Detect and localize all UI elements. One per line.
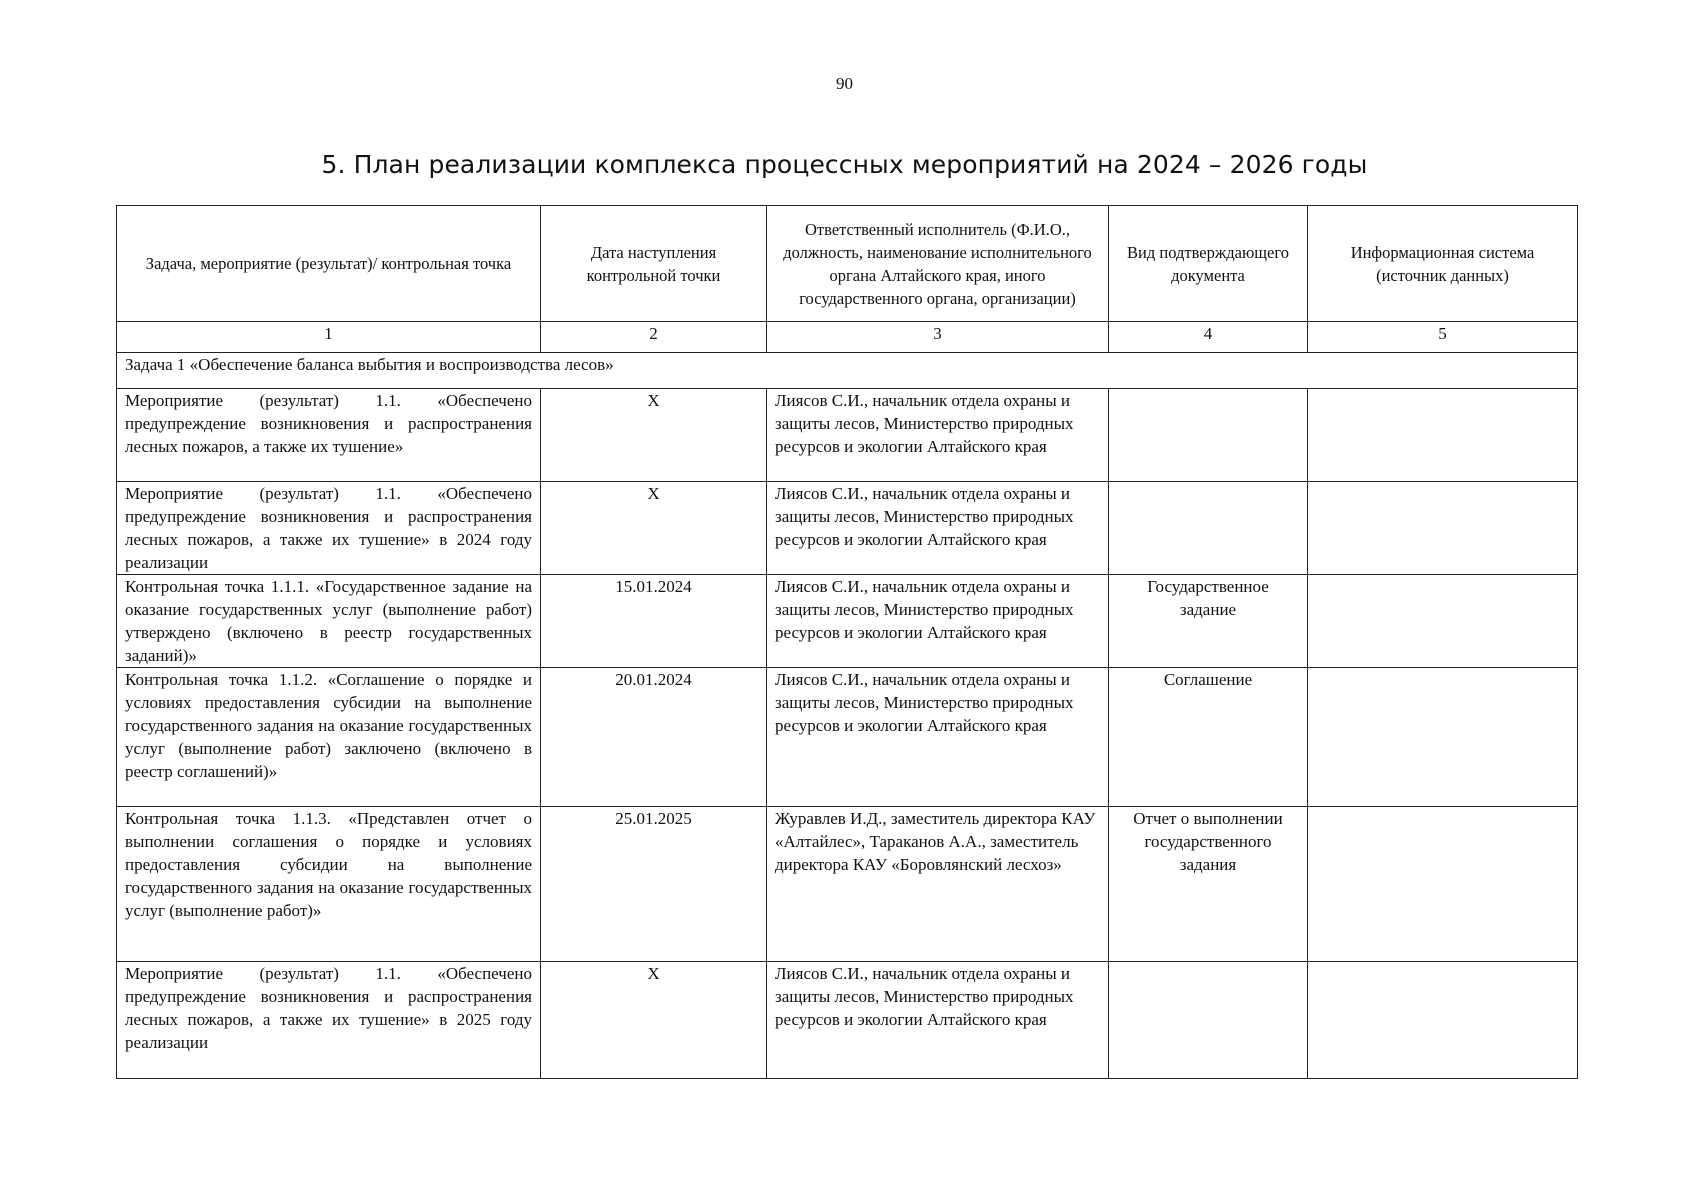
row-document: Соглашение (1109, 668, 1308, 807)
row-date: X (541, 962, 767, 1079)
table-header-row (117, 206, 1578, 322)
table-row (117, 575, 1578, 668)
row-system (1308, 389, 1578, 482)
table-row (117, 389, 1578, 482)
row-system (1308, 482, 1578, 575)
row-date: 15.01.2024 (541, 575, 767, 668)
row-responsible: Лиясов С.И., начальник отдела охраны и защиты лесов, Министерство природных ресурсов и экологии Алтайского края (767, 482, 1109, 575)
task-row (117, 353, 1578, 389)
row-system (1308, 807, 1578, 962)
row-document (1109, 389, 1308, 482)
header-system: Информационная система (источник данных) (1308, 206, 1578, 322)
header-document: Вид подтверждающего документа (1109, 206, 1308, 322)
row-date: X (541, 482, 767, 575)
column-number: 4 (1109, 322, 1308, 353)
header-date: Дата наступления контрольной точки (541, 206, 767, 322)
row-document: Государственное задание (1109, 575, 1308, 668)
row-system (1308, 668, 1578, 807)
page-number: 90 (836, 74, 853, 93)
row-system (1308, 575, 1578, 668)
row-responsible: Лиясов С.И., начальник отдела охраны и защиты лесов, Министерство природных ресурсов и экологии Алтайского края (767, 575, 1109, 668)
row-item: Контрольная точка 1.1.1. «Государственное задание на оказание государственных услуг (выполнение работ) утверждено (включено в реестр государственных заданий)» (117, 575, 541, 668)
row-date: 25.01.2025 (541, 807, 767, 962)
row-item: Контрольная точка 1.1.3. «Представлен отчет о выполнении соглашения о порядке и условиях предоставления субсидии на выполнение государственного задания на оказание государственных услуг (выполнение работ)» (117, 807, 541, 962)
column-number-row (117, 322, 1578, 353)
row-item: Мероприятие (результат) 1.1. «Обеспечено предупреждение возникновения и распространения лесных пожаров, а также их тушение» в 2024 году реализации (117, 482, 541, 575)
row-date: 20.01.2024 (541, 668, 767, 807)
column-number: 5 (1308, 322, 1578, 353)
table-row (117, 962, 1578, 1079)
task-title: Задача 1 «Обеспечение баланса выбытия и воспроизводства лесов» (117, 353, 1578, 389)
row-responsible: Лиясов С.И., начальник отдела охраны и защиты лесов, Министерство природных ресурсов и экологии Алтайского края (767, 668, 1109, 807)
row-system (1308, 962, 1578, 1079)
header-task: Задача, мероприятие (результат)/ контрольная точка (117, 206, 541, 322)
row-date: X (541, 389, 767, 482)
row-responsible: Журавлев И.Д., заместитель директора КАУ «Алтайлес», Тараканов А.А., заместитель директора КАУ «Боровлянский лесхоз» (767, 807, 1109, 962)
column-number: 3 (767, 322, 1109, 353)
row-responsible: Лиясов С.И., начальник отдела охраны и защиты лесов, Министерство природных ресурсов и экологии Алтайского края (767, 962, 1109, 1079)
section-title: 5. План реализации комплекса процессных мероприятий на 2024 – 2026 годы (321, 150, 1368, 179)
table-row (117, 668, 1578, 807)
row-document: Отчет о выполнении государственного задания (1109, 807, 1308, 962)
row-item: Мероприятие (результат) 1.1. «Обеспечено предупреждение возникновения и распространения лесных пожаров, а также их тушение» (117, 389, 541, 482)
column-number: 1 (117, 322, 541, 353)
row-item: Мероприятие (результат) 1.1. «Обеспечено предупреждение возникновения и распространения лесных пожаров, а также их тушение» в 2025 году реализации (117, 962, 541, 1079)
table-row (117, 482, 1578, 575)
column-number: 2 (541, 322, 767, 353)
header-responsible: Ответственный исполнитель (Ф.И.О., должность, наименование исполнительного органа Алтайского края, иного государственного органа, организации) (767, 206, 1109, 322)
row-item: Контрольная точка 1.1.2. «Соглашение о порядке и условиях предоставления субсидии на выполнение государственного задания на оказание государственных услуг (выполнение работ) заключено (включено в реестр соглашений)» (117, 668, 541, 807)
row-document (1109, 962, 1308, 1079)
table-row (117, 807, 1578, 962)
row-responsible: Лиясов С.И., начальник отдела охраны и защиты лесов, Министерство природных ресурсов и экологии Алтайского края (767, 389, 1109, 482)
row-document (1109, 482, 1308, 575)
plan-table (116, 205, 1578, 1079)
